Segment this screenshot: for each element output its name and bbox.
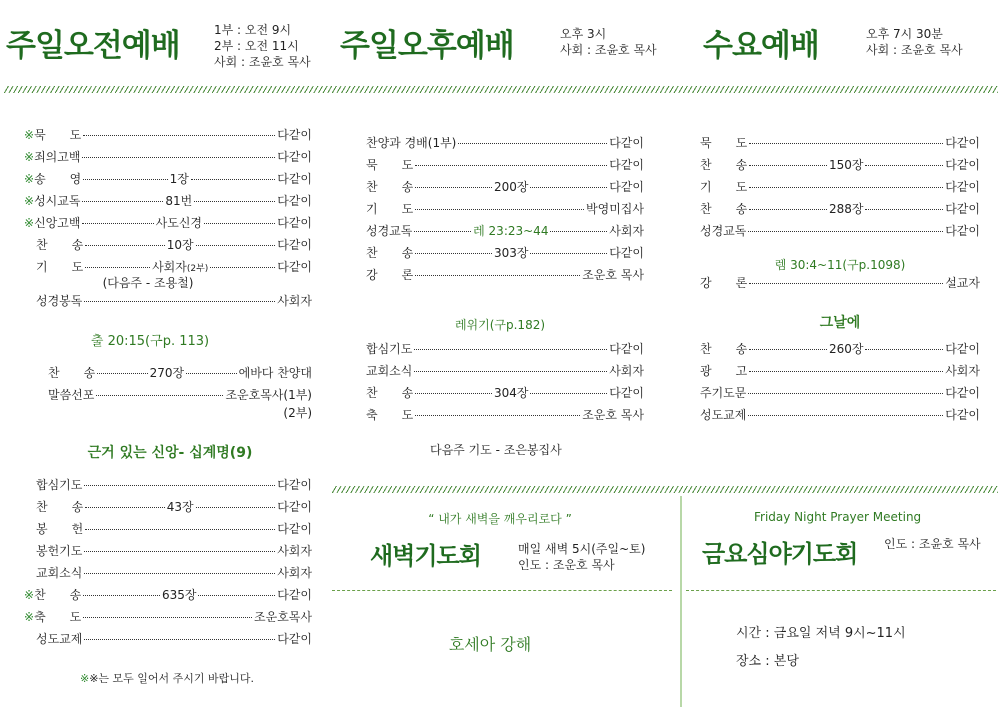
order-item-detail: [473, 222, 548, 239]
order-row: [366, 266, 644, 288]
order-row: [366, 200, 644, 222]
order-item-label: 찬 송: [700, 202, 748, 216]
leader-dots: [865, 209, 943, 210]
morning-sermon-title: 근거 있는 신앙- 십계명(9): [87, 445, 253, 461]
order-item-detail-small: (2부): [186, 264, 209, 274]
order-item-detail: [156, 214, 202, 231]
order-item-performer: 다같이: [945, 386, 980, 400]
order-item-performer: 다같이: [609, 386, 644, 400]
stand-mark: ※: [80, 672, 90, 685]
order-item-label: 교회소식: [36, 566, 83, 580]
order-row: [700, 340, 980, 362]
order-item-detail-text: 288장: [828, 202, 864, 216]
order-item-performer: 다같이: [945, 224, 980, 238]
order-item-detail: [170, 170, 189, 187]
order-item-detail-text: 304장: [493, 386, 529, 400]
order-row: [24, 586, 312, 608]
order-row: [24, 192, 312, 214]
info-line: 사회 : 조윤호 목사: [560, 43, 657, 57]
order-item-label: 묵 도: [700, 136, 748, 150]
leader-dots: [749, 187, 943, 188]
order-row: [700, 274, 980, 296]
order-row: [366, 362, 644, 384]
order-row: [366, 134, 644, 156]
leader-dots: [458, 143, 607, 144]
order-item-performer: 조운호 목사: [582, 268, 644, 282]
order-item-detail-text: 260장: [828, 342, 864, 356]
order-item-detail: [494, 384, 529, 401]
order-item-detail-text: 635장: [161, 588, 197, 602]
order-item-detail: [494, 178, 529, 195]
order-item-label: 찬 송: [700, 158, 748, 172]
leader-dots: [97, 373, 147, 374]
leader-dots: [82, 201, 163, 202]
leader-dots: [85, 507, 165, 508]
order-item-performer: 다같이: [945, 136, 980, 150]
order-item-performer: 다같이: [277, 150, 312, 164]
dawn-title: 새벽기도회: [370, 542, 481, 570]
dawn-info: [518, 541, 645, 573]
dawn-quote: “ 내가 새벽을 깨우리로다 ”: [428, 512, 572, 526]
order-item-detail-text: 303장: [493, 246, 529, 260]
afternoon-order-list: [366, 134, 644, 288]
afternoon-sermon-title: 레위기(구p.182): [454, 318, 546, 332]
stand-mark: ※: [24, 172, 35, 186]
order-item-detail: [167, 498, 194, 515]
order-item-performer: 다같이: [277, 128, 312, 142]
order-item-label: 성경봉독: [36, 294, 83, 308]
stand-mark: ※: [24, 194, 35, 208]
order-item-detail-text: 10장: [166, 238, 194, 252]
bottom-divider: [332, 486, 998, 493]
leader-dots: [82, 223, 153, 224]
order-item-performer: 박영미집사: [586, 202, 644, 216]
order-item-label: 축 도: [366, 408, 414, 422]
order-item-label: 말씀선포: [48, 388, 95, 402]
order-row: [366, 384, 644, 406]
order-item-label: 찬 송: [36, 500, 84, 514]
order-item-label: 찬 송: [700, 342, 748, 356]
order-item-detail-text: 사회자: [152, 260, 187, 274]
order-item-label: 찬 송: [366, 180, 414, 194]
order-item-detail: [165, 192, 192, 209]
order-item-label: 축 도: [34, 610, 82, 624]
order-item-label: 묵 도: [366, 158, 414, 172]
order-row: [700, 178, 980, 200]
order-item-detail-text: 레 23:23~44: [473, 224, 549, 238]
wednesday-order-list-b: [700, 274, 980, 296]
leader-dots: [865, 165, 943, 166]
order-item-label: 신앙고백: [34, 216, 81, 230]
leader-dots: [83, 617, 252, 618]
wednesday-sermon-title: 그날에: [819, 315, 861, 331]
order-row: [700, 222, 980, 244]
stand-note-text: ※는 모두 일어서 주시기 바랍니다.: [89, 672, 255, 685]
order-row: [36, 364, 312, 386]
order-row: [24, 148, 312, 170]
leader-dots: [191, 179, 275, 180]
order-item-detail: [152, 258, 208, 275]
order-item-performer: 다같이: [277, 478, 312, 492]
order-item-performer: 다같이: [945, 180, 980, 194]
order-item-performer: 다같이: [609, 158, 644, 172]
order-item-performer: 다같이: [609, 246, 644, 260]
leader-dots: [84, 551, 275, 552]
order-row: [700, 406, 980, 428]
order-item-detail-text: 150장: [828, 158, 864, 172]
order-item-performer: 다같이: [277, 216, 312, 230]
order-item-label: 송 영: [34, 172, 82, 186]
friday-title: 금요심야기도회: [702, 540, 858, 568]
order-item-label: 강 론: [366, 268, 414, 282]
order-item-performer: 사회자: [609, 364, 644, 378]
leader-dots: [865, 349, 943, 350]
order-item-performer: 다같이: [277, 238, 312, 252]
order-item-detail: [150, 364, 185, 381]
leader-dots: [83, 595, 160, 596]
wednesday-scripture: 렘 30:4~11(구p.1098): [774, 258, 906, 272]
leader-dots: [415, 187, 492, 188]
order-item-label: 찬 송: [366, 386, 414, 400]
info-line: 오후 3시: [560, 27, 607, 41]
prayer-next-note: (다음주 - 조용철): [102, 276, 194, 290]
leader-dots: [415, 393, 492, 394]
afternoon-next-prayer: 다음주 기도 - 조은봉집사: [430, 443, 562, 457]
order-item-label: 찬양과 경배(1부): [366, 136, 457, 150]
leader-dots: [196, 507, 276, 508]
order-item-label: 죄의고백: [34, 150, 81, 164]
order-item-performer: 다같이: [277, 172, 313, 186]
order-row: [24, 542, 312, 564]
leader-dots: [415, 275, 580, 276]
morning-service-info: [214, 22, 311, 70]
leader-dots: [414, 349, 607, 350]
order-item-detail-text: 270장: [149, 366, 185, 380]
order-row: [24, 292, 312, 314]
order-item-performer: 사회자: [277, 566, 312, 580]
leader-dots: [85, 529, 275, 530]
order-item-performer: 사회자: [277, 544, 312, 558]
leader-dots: [550, 231, 607, 232]
order-item-label: 성도교제: [700, 408, 747, 422]
leader-dots: [748, 231, 943, 232]
leader-dots: [84, 485, 275, 486]
leader-dots: [415, 165, 607, 166]
order-item-label: 광 고: [700, 364, 748, 378]
order-row: [24, 520, 312, 542]
leader-dots: [82, 157, 275, 158]
order-item-label: 성시교독: [34, 194, 81, 208]
morning-order-list: [24, 126, 312, 314]
leader-dots: [749, 371, 943, 372]
order-item-detail-text: 200장: [493, 180, 529, 194]
stand-mark: ※: [24, 150, 35, 164]
order-item-performer: 조운호목사(1부): [225, 388, 312, 402]
order-item-performer: 에바다 찬양대: [238, 366, 312, 380]
order-item-performer: 다같이: [277, 194, 312, 208]
order-row: [700, 362, 980, 384]
friday-english: Friday Night Prayer Meeting: [754, 510, 922, 524]
order-item-label: 봉헌기도: [36, 544, 83, 558]
leader-dots: [748, 393, 943, 394]
order-item-detail-text: 사도신경: [155, 216, 203, 230]
order-item-detail: [167, 236, 194, 253]
leader-dots: [84, 639, 275, 640]
order-item-detail: [829, 156, 864, 173]
leader-dots: [749, 165, 827, 166]
order-item-label: 성경교독: [366, 224, 413, 238]
dawn-dashline: [332, 590, 672, 591]
leader-dots: [83, 179, 167, 180]
leader-dots: [414, 371, 607, 372]
friday-place: 장소 : 본당: [736, 654, 799, 669]
leader-dots: [749, 143, 943, 144]
leader-dots: [83, 135, 275, 136]
second-service-note: (2부): [283, 406, 312, 420]
order-row: [366, 406, 644, 428]
order-row: [24, 564, 312, 586]
friday-time: 시간 : 금요일 저녁 9시~11시: [736, 626, 906, 641]
leader-dots: [415, 209, 584, 210]
wednesday-service-title: 수요예배: [703, 28, 819, 64]
order-item-label: 찬 송: [36, 238, 84, 252]
order-item-label: 합심기도: [36, 478, 83, 492]
leader-dots: [749, 283, 943, 284]
order-row: [24, 608, 312, 630]
leader-dots: [84, 301, 275, 302]
dawn-sermon: 호세아 강해: [448, 635, 532, 654]
order-row: [366, 222, 644, 244]
order-row: [24, 126, 312, 148]
order-item-detail: [829, 340, 864, 357]
leader-dots: [204, 223, 275, 224]
order-item-performer: 사회자: [277, 294, 312, 308]
order-item-performer: 다같이: [945, 342, 980, 356]
order-item-performer: 다같이: [609, 136, 644, 150]
order-item-performer: 다같이: [277, 260, 313, 274]
order-row: [366, 178, 644, 200]
leader-dots: [186, 373, 236, 374]
order-item-performer: 다같이: [277, 500, 312, 514]
order-item-label: 찬 송: [48, 366, 96, 380]
box-separator: [680, 496, 682, 707]
order-row: [366, 156, 644, 178]
leader-dots: [196, 245, 276, 246]
order-row: [24, 236, 312, 258]
order-item-label: 묵 도: [34, 128, 82, 142]
order-item-label: 기 도: [700, 180, 748, 194]
wednesday-order-list-2: [700, 340, 980, 428]
leader-dots: [748, 415, 943, 416]
leader-dots: [414, 231, 471, 232]
morning-order-list-2: [36, 364, 312, 421]
order-row: [24, 630, 312, 652]
order-item-performer: 다같이: [945, 158, 980, 172]
dawn-time: 매일 새벽 5시(주일~토): [518, 542, 646, 556]
order-row: [24, 214, 312, 236]
order-row: [366, 244, 644, 266]
order-item-label: 찬 송: [366, 246, 414, 260]
leader-dots: [415, 253, 492, 254]
order-row: [700, 200, 980, 222]
leader-dots: [530, 393, 607, 394]
order-item-detail-text: 43장: [166, 500, 194, 514]
order-item-label: 주기도문: [700, 386, 747, 400]
leader-dots: [749, 349, 827, 350]
leader-dots: [749, 209, 827, 210]
order-item-performer: 사회자: [945, 364, 980, 378]
order-row: [700, 156, 980, 178]
order-row: [366, 340, 644, 362]
order-item-performer: 다같이: [609, 342, 644, 356]
info-line: 사회 : 조윤호 목사: [214, 55, 311, 69]
order-item-detail: [829, 200, 864, 217]
order-item-detail-text: 81번: [165, 194, 193, 208]
order-row: [700, 134, 980, 156]
leader-dots: [84, 573, 275, 574]
leader-dots: [415, 415, 580, 416]
order-item-performer: 사회자: [609, 224, 645, 238]
order-item-performer: 설교자: [945, 276, 980, 290]
stand-mark: ※: [24, 610, 35, 624]
info-line: 사회 : 조윤호 목사: [866, 43, 963, 57]
order-item-performer: 다같이: [277, 522, 312, 536]
order-item-performer: 다같이: [609, 180, 644, 194]
stand-mark: ※: [24, 588, 35, 602]
leader-dots: [530, 253, 607, 254]
order-item-performer: 조운호목사: [254, 610, 312, 624]
order-item-performer: 다같이: [277, 632, 312, 646]
info-line: 2부 : 오전 11시: [214, 39, 299, 53]
leader-dots: [530, 187, 607, 188]
order-item-label: 찬 송: [34, 588, 82, 602]
stand-mark: ※: [24, 128, 35, 142]
afternoon-service-info: [560, 26, 657, 58]
leader-dots: [194, 201, 275, 202]
morning-service-title: 주일오전예배: [6, 28, 180, 64]
morning-scripture: 출 20:15(구p. 113): [90, 334, 210, 349]
info-line: 1부 : 오전 9시: [214, 23, 292, 37]
leader-dots: [198, 595, 275, 596]
info-line: 오후 7시 30분: [866, 27, 943, 41]
afternoon-order-list-2: [366, 340, 644, 428]
order-item-performer: 다같이: [945, 408, 980, 422]
leader-dots: [210, 267, 275, 268]
order-item-label: 성경교독: [700, 224, 747, 238]
order-item-label: 기 도: [366, 202, 414, 216]
order-item-detail: [494, 244, 529, 261]
leader-dots: [85, 267, 150, 268]
order-item-label: 기 도: [36, 260, 84, 274]
order-row: [700, 384, 980, 406]
order-row: [24, 170, 312, 192]
stand-mark: ※: [24, 216, 35, 230]
morning-order-list-3: [24, 476, 312, 652]
leader-dots: [85, 245, 165, 246]
stand-note: [80, 670, 254, 686]
order-item-detail: [162, 586, 197, 603]
order-item-label: 강 론: [700, 276, 748, 290]
wednesday-service-info: [866, 26, 963, 58]
order-item-performer: 조운호 목사: [582, 408, 644, 422]
afternoon-service-title: 주일오후예배: [340, 28, 514, 64]
friday-leader: 인도 : 조윤호 목사: [884, 537, 981, 551]
order-item-detail-text: 1장: [169, 172, 189, 186]
order-item-label: 교회소식: [366, 364, 413, 378]
header-divider: [4, 86, 998, 93]
order-item-label: 합심기도: [366, 342, 413, 356]
dawn-leader: 인도 : 조운호 목사: [518, 558, 615, 572]
order-item-performer: 다같이: [945, 202, 980, 216]
order-row: [24, 498, 312, 520]
order-item-label: 성도교제: [36, 632, 83, 646]
leader-dots: [96, 395, 223, 396]
order-row: [24, 476, 312, 498]
order-item-performer: 다같이: [277, 588, 312, 602]
friday-dashline: [686, 590, 996, 591]
wednesday-order-list: [700, 134, 980, 244]
order-item-label: 봉 헌: [36, 522, 84, 536]
